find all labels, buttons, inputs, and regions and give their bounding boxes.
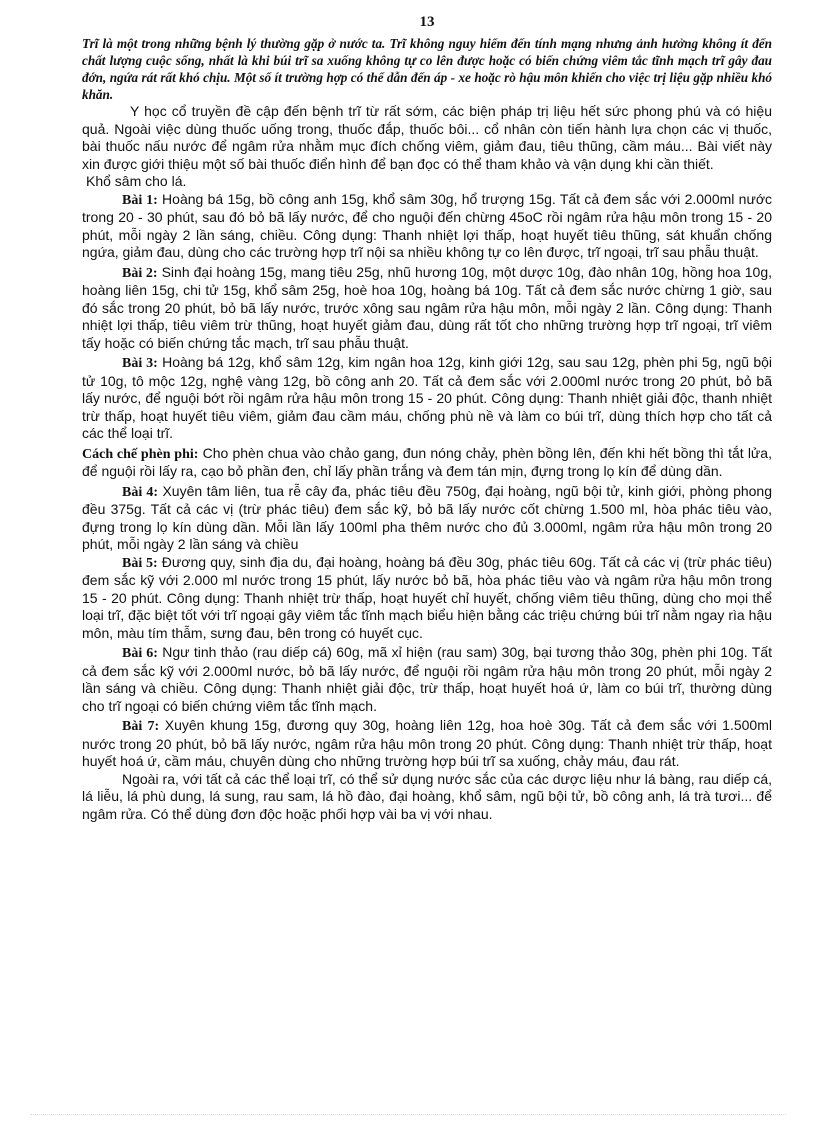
- recipe-1-text: Hoàng bá 15g, bồ công anh 15g, khổ sâm 30g, hổ trượng 15g. Tất cả đem sắc với 2.000ml nước trong 20 - 30 phút, sau đó bỏ bã lấy nước, để cho nguội đến chừng 45oC rồi ngâm rửa hậu môn trong 15 - 20 phút, mỗi ngày 2 lần sáng, chiều. Công dụng: Thanh nhiệt lợi thấp, hoạt huyết tiêu thũng, sát khuẩn chống ngứa, giảm đau, dùng cho các trường hợp trĩ nội sa nhiều không tự co lên được, trĩ ngoại, trĩ sau phẫu thuật.: [82, 190, 772, 260]
- recipe-1: [82, 191, 772, 262]
- recipe-4: [82, 483, 772, 554]
- closing-paragraph: Ngoài ra, với tất cả các thể loại trĩ, có thể sử dụng nước sắc của các dược liệu như lá bàng, rau diếp cá, lá liễu, lá phù dung, lá sung, rau sam, lá hồ đào, đại hoàng, khổ sâm, ngũ bội tử, bồ công anh, lá trà tươi... để ngâm rửa. Có thể dùng đơn độc hoặc phối hợp vài ba vị với nhau.: [82, 770, 772, 822]
- recipe-6-text: Ngư tinh thảo (rau diếp cá) 60g, mã xỉ hiện (rau sam) 30g, bại tương thảo 30g, phèn phi 10g. Tất cả đem sắc kỹ với 2.000ml nước, bỏ bã lấy nước, để nguội rồi ngâm rửa hậu môn trong 20 phút, mỗi ngày 2 lần sáng và chiều. Công dụng: Thanh nhiệt giải độc, trừ thấp, hoạt huyết hoá ứ, làm co búi trĩ, thường dùng cho trĩ ngoại có biến chứng viêm tắc tĩnh mạch.: [82, 644, 773, 714]
- recipe-7-label: Bài 7:: [122, 719, 160, 734]
- recipe-5-label: Bài 5:: [122, 555, 158, 571]
- alum-text: Cho phèn chua vào chảo gang, đun nóng chảy, phèn bồng lên, đến khi hết bồng thì tắt lửa, để nguội rồi lấy ra, cạo bỏ phần đen, chỉ lấy phần trắng và đem tán mịn, đựng trong lọ kín để dùng dần.: [82, 444, 772, 479]
- document-page: [82, 14, 772, 823]
- recipe-2: [82, 264, 772, 353]
- recipe-3: [82, 354, 772, 443]
- recipe-4-text: Xuyên tâm liên, tua rễ cây đa, phác tiêu đều 750g, đại hoàng, ngũ bội tử, kinh giới, phòng phong đều 375g. Tất cả các vị (trừ phác tiêu) đem sắc kỹ, bỏ bã lấy nước cốt chừng 1.500 ml, hòa phác tiêu vào, đựng trong lọ kín dùng dần. Mỗi lần lấy 100ml pha thêm nước cho đủ 3.000ml, ngâm rửa hậu môn trong 20 phút, mỗi ngày 2 lần sáng và chiều: [82, 482, 773, 552]
- recipe-3-label: Bài 3:: [122, 356, 158, 371]
- recipe-2-text: Sinh đại hoàng 15g, mang tiêu 25g, nhũ hương 10g, một dược 10g, đào nhân 10g, hồng hoa 10g, hoàng liên 15g, chi tử 15g, khổ sâm 25g, hoè hoa 10g, hoàng bá 10g. Tất cả đem sắc nước chừng 1 giờ, sau đó sắc trong 20 phút, bỏ bã lấy nước, trước xông sau ngâm rửa hậu môn, mỗi ngày 2 lần. Công dụng: Thanh nhiệt lợi thấp, tiêu viêm trừ thũng, hoạt huyết giảm đau, dùng rất tốt cho những trường hợp trĩ ngoại, trĩ viêm tấy hoặc có biến chứng tắc mạch, trĩ sau phẫu thuật.: [82, 263, 772, 351]
- page-number: 13: [419, 14, 435, 30]
- recipe-1-label: Bài 1:: [122, 192, 158, 208]
- recipe-6-label: Bài 6:: [122, 646, 158, 661]
- recipe-7: [82, 717, 772, 771]
- recipe-6: [82, 644, 772, 715]
- alum-label: Cách chế phèn phi:: [82, 446, 199, 462]
- recipe-7-text: Xuyên khung 15g, đương quy 30g, hoàng liên 12g, hoa hoè 30g. Tất cả đem sắc với 1.500ml nước trong 20 phút, bỏ bã lấy nước, ngâm rửa hậu môn trong 20 phút. Công dụng: Thanh nhiệt trừ thấp, hoạt huyết hoá ứ, cầm máu, chuyên dùng cho những trường hợp búi trĩ sa xuống, chảy máu, đau rát.: [82, 717, 772, 769]
- intro-paragraph: Trĩ là một trong những bệnh lý thường gặp ở nước ta. Trĩ không nguy hiểm đến tính mạng nhưng ảnh hưởng không ít đến chất lượng cuộc sống, nhất là khi búi trĩ sa xuống không tự co lên được hoặc có biến chứng viêm tắc tĩnh mạch trĩ gây đau đớn, ngứa rát rất khó chịu. Một số ít trường hợp có thể dẫn đến áp - xe hoặc rò hậu môn khiến cho việc trị liệu gặp nhiều khó khăn.: [82, 36, 772, 102]
- page-bottom-divider: [30, 1114, 786, 1115]
- recipe-5-text: Đương quy, sinh địa du, đại hoàng, hoàng bá đều 30g, phác tiêu 60g. Tất cả các vị (trừ phác tiêu) đem sắc kỹ với 2.000 ml nước trong 15 phút, lấy nước bỏ bã, hòa phác tiêu vào và ngâm rửa hậu môn trong 15 - 20 phút. Công dụng: Thanh nhiệt trừ thấp, hoạt huyết chỉ huyết, chống viêm tiêu thũng, dùng cho mọi thể loại trĩ, đặc biệt tốt với trĩ ngoại gây viêm tắc tĩnh mạch biểu hiện bằng các triệu chứng búi trĩ nằm ngay rìa hậu môn, màu tím thẫm, sưng đau, bên trong có huyết cục.: [82, 553, 772, 641]
- image-caption: Khổ sâm cho lá.: [86, 173, 187, 189]
- recipe-5: [82, 554, 772, 643]
- recipe-4-label: Bài 4:: [122, 484, 158, 500]
- recipe-2-label: Bài 2:: [122, 265, 158, 281]
- alum-preparation: [82, 445, 772, 481]
- main-paragraph: Y học cổ truyền đề cập đến bệnh trĩ từ rất sớm, các biện pháp trị liệu hết sức phong phú và có hiệu quả. Ngoài việc dùng thuốc uống trong, thuốc đắp, thuốc bôi... cổ nhân còn tiến hành lựa chọn các vị thuốc, bài thuốc nấu nước để ngâm rửa nhằm mục đích chống viêm, giảm đau, tiêu thũng, cầm máu... Bài viết này xin được giới thiệu một số bài thuốc điển hình để bạn đọc có thể tham khảo và vận dụng khi cần thiết.: [82, 103, 772, 172]
- recipe-3-text: Hoàng bá 12g, khổ sâm 12g, kim ngân hoa 12g, kinh giới 12g, sau sau 12g, phèn phi 5g, ngũ bội tử 10g, tô mộc 12g, nghệ vàng 12g, bồ công anh 20. Tất cả đem sắc với 2.000ml nước trong 20 phút, bỏ bã lấy nước, để nguội bớt rồi ngâm rửa hậu môn trong 15 - 20 phút. Công dụng: Thanh nhiệt giải độc, thanh nhiệt trừ thấp, hoạt huyết tiêu viêm, giảm đau cầm máu, chống phù nề và làm co búi trĩ, dùng thích hợp cho tất cả các thể loại trĩ.: [82, 354, 773, 441]
